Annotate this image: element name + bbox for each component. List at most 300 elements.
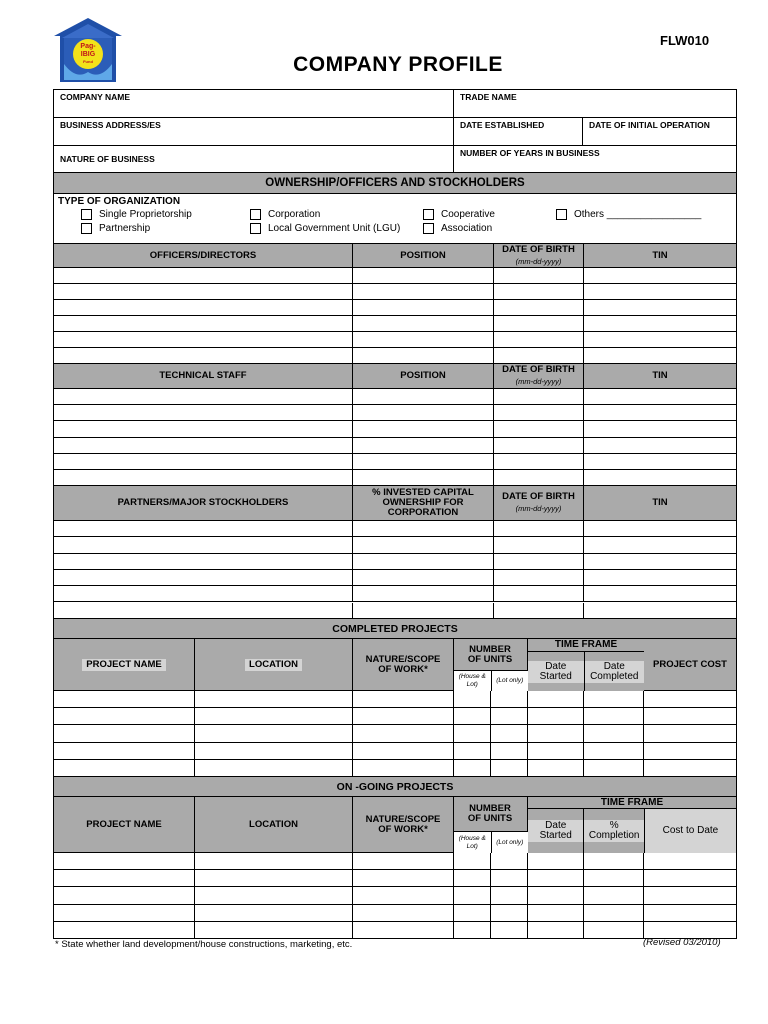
checkbox-box[interactable] <box>250 223 261 234</box>
table-cell[interactable] <box>195 922 353 938</box>
table-cell[interactable] <box>644 905 736 921</box>
column-header: NATURE/SCOPE OF WORK* <box>365 813 441 835</box>
table-row <box>54 284 736 300</box>
table-cell[interactable] <box>644 870 736 886</box>
table-cell[interactable] <box>54 521 353 536</box>
table-cell[interactable] <box>454 725 491 741</box>
table-cell[interactable] <box>644 853 736 869</box>
position-header <box>353 364 494 388</box>
table-cell[interactable] <box>644 743 736 759</box>
ongoing-projects-band: ON -GOING PROJECTS <box>54 777 736 797</box>
table-cell[interactable] <box>54 421 353 436</box>
table-cell[interactable] <box>584 853 644 869</box>
table-cell[interactable] <box>584 470 736 485</box>
sub-header: (Lot only) <box>496 677 524 684</box>
table-cell[interactable] <box>584 691 644 707</box>
trade-name-field[interactable] <box>454 90 736 117</box>
table-row <box>54 603 736 619</box>
table-cell[interactable] <box>494 421 584 436</box>
table-cell[interactable] <box>54 537 353 552</box>
time-frame-subheaders <box>528 808 736 853</box>
table-cell[interactable] <box>584 603 736 618</box>
option-label: Local Government Unit (LGU) <box>268 223 401 234</box>
dob-format: (mm-dd-yyyy) <box>515 256 562 266</box>
table-cell[interactable] <box>454 905 491 921</box>
table-cell[interactable] <box>584 887 644 903</box>
option-label: Corporation <box>268 209 321 220</box>
sub-header: Date Completed <box>585 661 644 683</box>
table-cell[interactable] <box>491 853 528 869</box>
table-cell[interactable] <box>353 554 494 569</box>
dob-format: (mm-dd-yyyy) <box>515 504 562 513</box>
checkbox-box[interactable] <box>556 209 567 220</box>
option-label: Cooperative <box>441 209 495 220</box>
table-cell[interactable] <box>584 554 736 569</box>
table-cell[interactable] <box>54 332 353 347</box>
officers-header-row <box>54 244 736 268</box>
completed-header-row <box>54 639 736 691</box>
table-cell[interactable] <box>195 725 353 741</box>
table-cell[interactable] <box>584 570 736 585</box>
table-row <box>54 316 736 332</box>
revision-note: (Revised 03/2010) <box>643 937 721 948</box>
table-cell[interactable] <box>54 725 195 741</box>
checkbox-box[interactable] <box>423 223 434 234</box>
column-header: TECHNICAL STAFF <box>159 370 247 381</box>
table-cell[interactable] <box>584 725 644 741</box>
table-cell[interactable] <box>584 708 644 724</box>
table-cell[interactable] <box>644 887 736 903</box>
table-cell[interactable] <box>195 887 353 903</box>
column-header: DATE OF BIRTH <box>502 491 575 502</box>
table-cell[interactable] <box>584 348 736 363</box>
business-address-label: BUSINESS ADDRESS/ES <box>60 120 161 130</box>
table-row <box>54 348 736 364</box>
checkbox-single-proprietorship[interactable] <box>81 209 192 220</box>
table-cell[interactable] <box>454 922 491 938</box>
date-started-header <box>528 652 585 691</box>
table-cell[interactable] <box>353 348 494 363</box>
table-cell[interactable] <box>195 760 353 776</box>
option-label: Association <box>441 223 493 234</box>
dob-header <box>494 244 584 267</box>
date-started-header <box>528 809 584 853</box>
partners-header <box>54 486 353 520</box>
table-cell[interactable] <box>494 537 584 552</box>
logo-text-1: Pag- <box>80 43 96 50</box>
column-header: DATE OF BIRTH <box>502 243 575 255</box>
table-cell[interactable] <box>454 760 491 776</box>
logo-text-3: Fund <box>83 59 93 64</box>
table-cell[interactable] <box>54 853 195 869</box>
column-header: PROJECT COST <box>653 658 727 670</box>
table-cell[interactable] <box>528 743 584 759</box>
table-cell[interactable] <box>353 537 494 552</box>
table-cell[interactable] <box>584 389 736 404</box>
checkbox-box[interactable] <box>250 209 261 220</box>
table-cell[interactable] <box>494 316 584 331</box>
ownership-band: OWNERSHIP/OFFICERS AND STOCKHOLDERS <box>54 173 736 194</box>
column-header: TIME FRAME <box>554 639 618 650</box>
table-row <box>54 454 736 470</box>
house-lot-header <box>454 832 492 853</box>
table-cell[interactable] <box>644 691 736 707</box>
project-name-header <box>54 797 195 852</box>
table-cell[interactable] <box>491 922 528 938</box>
table-cell[interactable] <box>494 284 584 299</box>
column-header: PROJECT NAME <box>82 659 165 671</box>
table-cell[interactable] <box>353 300 494 315</box>
company-name-label: COMPANY NAME <box>60 92 131 102</box>
table-cell[interactable] <box>353 853 454 869</box>
nature-scope-header <box>353 639 454 690</box>
table-cell[interactable] <box>54 268 353 283</box>
units-label <box>454 639 526 670</box>
table-cell[interactable] <box>54 708 195 724</box>
tin-header <box>584 364 736 388</box>
table-cell[interactable] <box>195 853 353 869</box>
table-cell[interactable] <box>454 691 491 707</box>
table-cell[interactable] <box>491 743 528 759</box>
table-cell[interactable] <box>528 691 584 707</box>
organization-type-label: TYPE OF ORGANIZATION <box>58 196 181 207</box>
table-cell[interactable] <box>494 300 584 315</box>
table-row <box>54 405 736 421</box>
table-cell[interactable] <box>54 316 353 331</box>
cost-to-date-header <box>645 809 736 853</box>
table-cell[interactable] <box>353 887 454 903</box>
table-cell[interactable] <box>195 905 353 921</box>
column-header: TIN <box>652 370 668 381</box>
dob-header <box>494 364 584 388</box>
table-cell[interactable] <box>491 725 528 741</box>
organization-type-section <box>54 194 736 244</box>
table-cell[interactable] <box>353 870 454 886</box>
checkbox-box[interactable] <box>423 209 434 220</box>
form-code: FLW010 <box>660 33 710 48</box>
table-cell[interactable] <box>54 743 195 759</box>
units-subheaders <box>454 670 528 691</box>
page-title: COMPANY PROFILE <box>293 53 503 76</box>
company-profile-form <box>53 89 737 939</box>
table-cell[interactable] <box>491 760 528 776</box>
column-header: TIME FRAME <box>600 796 664 808</box>
checkbox-partnership[interactable] <box>81 223 150 234</box>
table-cell[interactable] <box>454 870 491 886</box>
trade-name-label: TRADE NAME <box>460 92 517 102</box>
table-cell[interactable] <box>54 348 353 363</box>
table-cell[interactable] <box>494 586 584 601</box>
table-cell[interactable] <box>353 922 454 938</box>
table-cell[interactable] <box>353 332 494 347</box>
location-header <box>195 797 353 852</box>
date-initial-operation-field[interactable] <box>583 118 736 145</box>
table-cell[interactable] <box>54 905 195 921</box>
units-header <box>454 639 528 690</box>
time-frame-label <box>528 639 644 651</box>
table-cell[interactable] <box>195 708 353 724</box>
table-cell[interactable] <box>54 470 353 485</box>
table-cell[interactable] <box>353 421 494 436</box>
table-cell[interactable] <box>494 603 584 618</box>
table-cell[interactable] <box>494 332 584 347</box>
table-row <box>54 268 736 284</box>
table-cell[interactable] <box>195 743 353 759</box>
table-cell[interactable] <box>454 853 491 869</box>
sub-header: Cost to Date <box>662 825 719 836</box>
position-header <box>353 244 494 267</box>
years-in-business-label: NUMBER OF YEARS IN BUSINESS <box>460 148 600 158</box>
company-name-field[interactable] <box>54 90 454 117</box>
sub-header: (House & Lot) <box>458 834 486 850</box>
table-cell[interactable] <box>353 470 494 485</box>
logo-text-2: IBIG <box>80 51 96 58</box>
table-cell[interactable] <box>584 405 736 420</box>
nature-of-business-label: NATURE OF BUSINESS <box>60 154 155 164</box>
checkbox-lgu[interactable] <box>250 223 400 234</box>
table-cell[interactable] <box>454 708 491 724</box>
table-row <box>54 421 736 437</box>
tin-header <box>584 244 736 267</box>
table-row <box>54 760 736 777</box>
table-cell[interactable] <box>54 405 353 420</box>
house-lot-header <box>454 671 492 691</box>
table-cell[interactable] <box>494 570 584 585</box>
table-row <box>54 332 736 348</box>
dob-format: (mm-dd-yyyy) <box>515 377 562 386</box>
table-cell[interactable] <box>584 760 644 776</box>
time-frame-header <box>528 797 736 852</box>
table-row <box>54 691 736 708</box>
table-row <box>54 438 736 454</box>
time-frame-header <box>528 639 644 690</box>
table-cell[interactable] <box>491 887 528 903</box>
table-cell[interactable] <box>528 887 584 903</box>
completed-projects-band: COMPLETED PROJECTS <box>54 619 736 639</box>
footnote: * State whether land development/house constructions, marketing, etc. <box>55 939 353 950</box>
years-in-business-field[interactable] <box>454 146 736 172</box>
table-cell[interactable] <box>353 405 494 420</box>
table-cell[interactable] <box>584 284 736 299</box>
column-header: POSITION <box>400 249 446 261</box>
table-row <box>54 743 736 760</box>
table-cell[interactable] <box>54 454 353 469</box>
table-cell[interactable] <box>584 268 736 283</box>
table-cell[interactable] <box>491 708 528 724</box>
checkbox-corporation[interactable] <box>250 209 320 220</box>
table-cell[interactable] <box>353 603 494 618</box>
table-cell[interactable] <box>195 870 353 886</box>
table-cell[interactable] <box>54 691 195 707</box>
table-cell[interactable] <box>494 268 584 283</box>
sub-header: (House & Lot) <box>458 673 486 688</box>
table-row <box>54 570 736 586</box>
table-cell[interactable] <box>528 870 584 886</box>
table-row <box>54 905 736 922</box>
business-address-field[interactable] <box>54 118 454 145</box>
table-cell[interactable] <box>54 389 353 404</box>
table-cell[interactable] <box>195 691 353 707</box>
table-cell[interactable] <box>353 760 454 776</box>
nature-scope-header <box>353 797 454 852</box>
table-cell[interactable] <box>644 760 736 776</box>
units-header <box>454 797 528 852</box>
column-header: LOCATION <box>245 659 302 671</box>
table-cell[interactable] <box>353 521 494 536</box>
column-header: PROJECT NAME <box>86 818 162 830</box>
table-cell[interactable] <box>54 570 353 585</box>
column-header: TIN <box>652 497 668 508</box>
table-cell[interactable] <box>54 760 195 776</box>
table-row <box>54 922 736 939</box>
table-cell[interactable] <box>584 454 736 469</box>
officers-header <box>54 244 353 267</box>
table-cell[interactable] <box>584 922 644 938</box>
column-header: POSITION <box>400 370 446 381</box>
table-cell[interactable] <box>584 743 644 759</box>
table-cell[interactable] <box>584 870 644 886</box>
column-header: NUMBER OF UNITS <box>467 803 513 824</box>
table-cell[interactable] <box>644 725 736 741</box>
table-cell[interactable] <box>454 743 491 759</box>
units-subheaders <box>454 831 528 853</box>
table-cell[interactable] <box>54 922 195 938</box>
table-cell[interactable] <box>528 725 584 741</box>
option-label: Single Proprietorship <box>99 209 192 220</box>
address-row <box>54 118 736 146</box>
table-cell[interactable] <box>584 438 736 453</box>
checkbox-cooperative[interactable] <box>423 209 495 220</box>
checkbox-box[interactable] <box>81 209 92 220</box>
table-cell[interactable] <box>491 870 528 886</box>
table-cell[interactable] <box>644 922 736 938</box>
table-cell[interactable] <box>491 691 528 707</box>
units-label <box>454 797 526 831</box>
time-frame-label <box>528 797 736 808</box>
table-row <box>54 554 736 570</box>
table-cell[interactable] <box>528 708 584 724</box>
table-row <box>54 725 736 742</box>
column-header: DATE OF BIRTH <box>502 364 575 375</box>
table-cell[interactable] <box>54 438 353 453</box>
location-header <box>195 639 353 690</box>
table-cell[interactable] <box>528 905 584 921</box>
table-row <box>54 389 736 405</box>
table-cell[interactable] <box>528 853 584 869</box>
table-row <box>54 708 736 725</box>
table-cell[interactable] <box>353 389 494 404</box>
table-row <box>54 887 736 904</box>
date-initial-operation-label: DATE OF INITIAL OPERATION <box>589 120 710 130</box>
table-row <box>54 586 736 602</box>
column-header: LOCATION <box>249 818 298 830</box>
table-cell[interactable] <box>584 316 736 331</box>
sub-header: % Completion <box>584 820 643 842</box>
option-label: Partnership <box>99 223 151 234</box>
project-cost-header <box>644 639 736 690</box>
table-cell[interactable] <box>54 603 353 618</box>
table-row <box>54 300 736 316</box>
column-header: NATURE/SCOPE OF WORK* <box>365 653 441 675</box>
table-cell[interactable] <box>54 284 353 299</box>
table-cell[interactable] <box>54 887 195 903</box>
table-cell[interactable] <box>494 470 584 485</box>
table-cell[interactable] <box>353 438 494 453</box>
tin-header <box>584 486 736 520</box>
table-cell[interactable] <box>584 332 736 347</box>
table-cell[interactable] <box>494 405 584 420</box>
partners-header-row <box>54 486 736 521</box>
time-frame-subheaders <box>528 651 644 691</box>
checkbox-association[interactable] <box>423 223 492 234</box>
table-cell[interactable] <box>584 421 736 436</box>
table-cell[interactable] <box>584 537 736 552</box>
table-cell[interactable] <box>491 905 528 921</box>
table-cell[interactable] <box>54 300 353 315</box>
table-cell[interactable] <box>353 725 454 741</box>
table-cell[interactable] <box>353 708 454 724</box>
table-cell[interactable] <box>353 586 494 601</box>
table-cell[interactable] <box>454 887 491 903</box>
table-cell[interactable] <box>353 268 494 283</box>
ongoing-header-row <box>54 797 736 853</box>
project-name-header <box>54 639 195 690</box>
table-cell[interactable] <box>353 743 454 759</box>
table-cell[interactable] <box>494 554 584 569</box>
nature-of-business-field[interactable] <box>54 146 454 172</box>
column-header: % INVESTED CAPITAL OWNERSHIP FOR CORPORATION <box>372 487 474 518</box>
table-cell[interactable] <box>494 521 584 536</box>
table-cell[interactable] <box>54 554 353 569</box>
table-cell[interactable] <box>54 870 195 886</box>
table-row <box>54 870 736 887</box>
sub-header: (Lot only) <box>496 838 524 846</box>
table-cell[interactable] <box>353 284 494 299</box>
sub-header: Date Started <box>528 820 583 842</box>
completion-header <box>584 809 644 853</box>
table-cell[interactable] <box>644 708 736 724</box>
table-cell[interactable] <box>528 760 584 776</box>
date-completed-header <box>585 652 644 691</box>
table-cell[interactable] <box>584 300 736 315</box>
option-label: Others _________________ <box>574 209 702 220</box>
table-cell[interactable] <box>584 905 644 921</box>
column-header: NUMBER OF UNITS <box>467 643 513 665</box>
date-established-field[interactable] <box>454 118 583 145</box>
table-cell[interactable] <box>494 389 584 404</box>
table-cell[interactable] <box>494 454 584 469</box>
checkbox-others[interactable] <box>556 209 701 220</box>
sub-header: Date Started <box>528 661 584 683</box>
table-cell[interactable] <box>353 905 454 921</box>
lot-only-header <box>492 832 529 853</box>
table-cell[interactable] <box>353 316 494 331</box>
table-cell[interactable] <box>494 438 584 453</box>
table-cell[interactable] <box>54 586 353 601</box>
table-cell[interactable] <box>353 691 454 707</box>
nature-row <box>54 146 736 173</box>
table-cell[interactable] <box>584 521 736 536</box>
table-cell[interactable] <box>584 586 736 601</box>
table-cell[interactable] <box>528 922 584 938</box>
table-cell[interactable] <box>353 570 494 585</box>
table-row <box>54 470 736 486</box>
column-header: TIN <box>652 249 668 261</box>
dob-header <box>494 486 584 520</box>
table-cell[interactable] <box>494 348 584 363</box>
table-cell[interactable] <box>353 454 494 469</box>
checkbox-box[interactable] <box>81 223 92 234</box>
